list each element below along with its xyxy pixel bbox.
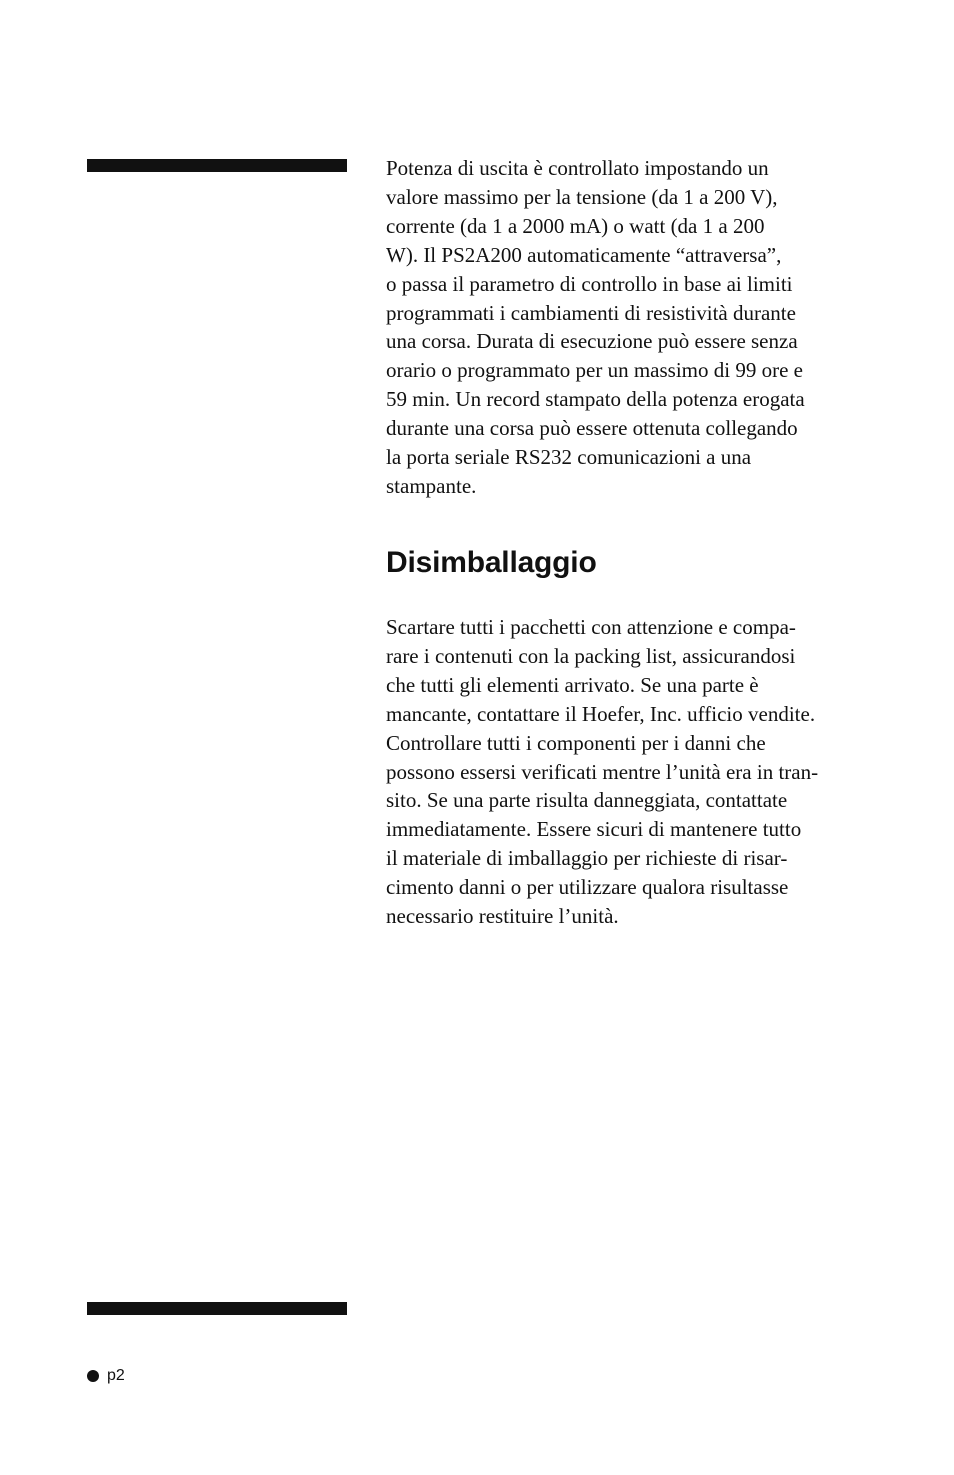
text-line: o passa il parametro di controllo in base ai limiti bbox=[386, 271, 793, 296]
text-line: 59 min. Un record stampato della potenza erogata bbox=[386, 387, 805, 412]
text-line: valore massimo per la tensione (da 1 a 200 V), bbox=[386, 184, 778, 209]
text-line: sito. Se una parte risulta danneggiata, contattate bbox=[386, 788, 788, 813]
text-line: immediatamente. Essere sicuri di mantenere tutto bbox=[386, 817, 802, 842]
text-line: cimento danni o per utilizzare qualora risultasse bbox=[386, 875, 789, 900]
intro-paragraph bbox=[386, 154, 866, 501]
text-line: corrente (da 1 a 2000 mA) o watt (da 1 a 200 bbox=[386, 213, 765, 238]
text-line: programmati i cambiamenti di resistività durante bbox=[386, 300, 796, 325]
text-line: il materiale di imballaggio per richieste di risar- bbox=[386, 846, 788, 871]
section-heading: Disimballaggio bbox=[386, 546, 597, 579]
page-footer bbox=[87, 1367, 125, 1385]
text-line: Controllare tutti i componenti per i danni che bbox=[386, 730, 766, 755]
text-line: che tutti gli elementi arrivato. Se una parte è bbox=[386, 672, 759, 697]
text-line: rare i contenuti con la packing list, assicurandosi bbox=[386, 643, 796, 668]
text-line: Potenza di uscita è controllato impostando un bbox=[386, 156, 769, 180]
text-line: orario o programmato per un massimo di 99 ore e bbox=[386, 358, 803, 383]
text-line: una corsa. Durata di esecuzione può essere senza bbox=[386, 329, 798, 354]
top-rule bbox=[87, 159, 347, 172]
unpacking-paragraph bbox=[386, 613, 866, 931]
text-line: la porta seriale RS232 comunicazioni a una bbox=[386, 445, 752, 470]
text-line: W). Il PS2A200 automaticamente “attraversa”, bbox=[386, 242, 782, 267]
text-line: Scartare tutti i pacchetti con attenzione e compa- bbox=[386, 615, 796, 639]
text-line: stampante. bbox=[386, 473, 477, 498]
page-number: p2 bbox=[107, 1367, 125, 1384]
bullet-icon bbox=[87, 1370, 99, 1382]
bottom-rule bbox=[87, 1302, 347, 1315]
text-line: mancante, contattare il Hoefer, Inc. ufficio vendite. bbox=[386, 701, 816, 726]
text-line: possono essersi verificati mentre l’unità era in tran- bbox=[386, 759, 819, 784]
text-line: necessario restituire l’unità. bbox=[386, 904, 619, 929]
text-line: durante una corsa può essere ottenuta collegando bbox=[386, 416, 798, 441]
